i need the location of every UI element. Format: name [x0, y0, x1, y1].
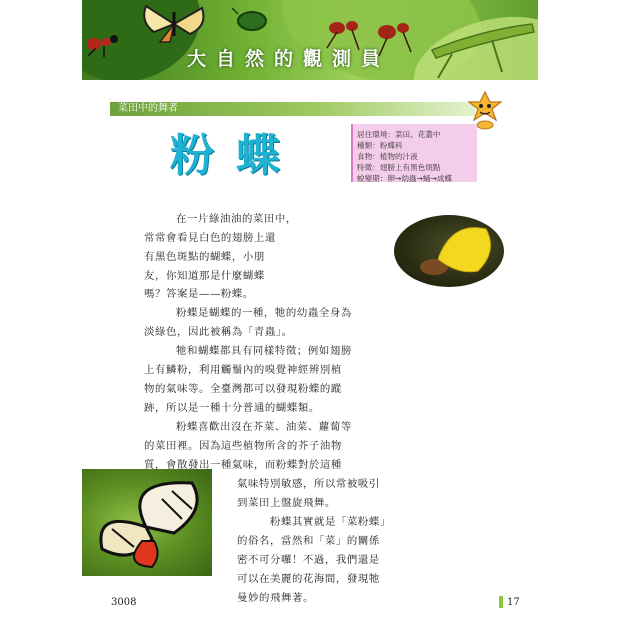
- butterfly-photo-top: [394, 215, 504, 287]
- body-line: 跡，所以是一種十分普通的蝴蝶類。: [144, 402, 320, 414]
- body-line: 可以在美麗的花海間，發現牠: [237, 573, 380, 585]
- body-line: 在一片綠油油的菜田中，: [176, 213, 297, 225]
- banner-title: 大自然的觀測員: [187, 48, 391, 70]
- butterfly-photo-bottom: [82, 469, 212, 576]
- info-habitat: 居住環境：菜田、花叢中: [357, 130, 441, 139]
- body-line: 到菜田上盤旋飛舞。: [237, 497, 336, 509]
- body-line: 嗎？答案是——粉蝶。: [144, 288, 254, 300]
- beetle-icon: [232, 6, 272, 36]
- page-title: 粉蝶: [170, 130, 302, 181]
- body-line: 淡綠色，因此被稱為「青蟲」。: [144, 326, 293, 338]
- body-line: 常常會看見白色的翅膀上還: [144, 232, 276, 244]
- page-number: 17: [507, 597, 520, 608]
- body-line: 曼妙的飛舞著。: [237, 592, 314, 604]
- jezebel-butterfly-icon: [82, 469, 212, 576]
- info-metamorphosis: 蛻變期：卵→幼蟲→蛹→成蝶: [357, 174, 453, 183]
- section-label: 菜田中的舞者: [118, 103, 178, 114]
- banner-divider: [82, 80, 538, 83]
- ant-icon: [84, 28, 120, 58]
- info-food: 食物：植物的汁液: [357, 152, 418, 161]
- page-marker: [499, 596, 503, 608]
- body-line: 粉蝶其實就是「菜粉蝶」: [270, 516, 391, 528]
- body-line: 的俗名，當然和「菜」的關係: [237, 535, 380, 547]
- page-code: 3008: [111, 597, 137, 608]
- info-feature: 特徵：翅膀上有黑色斑點: [357, 163, 441, 172]
- body-line: 物的氣味等。全臺灣都可以發現粉蝶的蹤: [144, 383, 342, 395]
- header-banner: [82, 0, 538, 80]
- body-line: 氣味特別敏感，所以常被吸引: [237, 478, 380, 490]
- body-line: 友，你知道那是什麼蝴蝶: [144, 270, 265, 282]
- body-line: 有黑色斑點的蝴蝶，小朋: [144, 251, 265, 263]
- body-line: 上有鱗粉，利用觸鬚內的嗅覺神經辨別植: [144, 364, 342, 376]
- body-line: 的菜田裡。因為這些植物所含的芥子油物: [144, 440, 342, 452]
- body-line: 質，會散發出一種氣味，而粉蝶對於這種: [144, 459, 342, 471]
- body-line: 牠和蝴蝶都具有同樣特徵；例如翅膀: [176, 345, 352, 357]
- body-line: 粉蝶是蝴蝶的一種，牠的幼蟲全身為: [176, 307, 352, 319]
- butterfly-icon: [140, 2, 208, 46]
- body-line: 粉蝶喜歡出沒在芥菜、油菜、蘿蔔等: [176, 421, 352, 433]
- info-family: 種類：粉蝶科: [357, 141, 403, 150]
- grasshopper-icon: [422, 10, 538, 80]
- yellow-butterfly-icon: [394, 215, 504, 287]
- body-line: 密不可分囉！不過，我們還是: [237, 554, 380, 566]
